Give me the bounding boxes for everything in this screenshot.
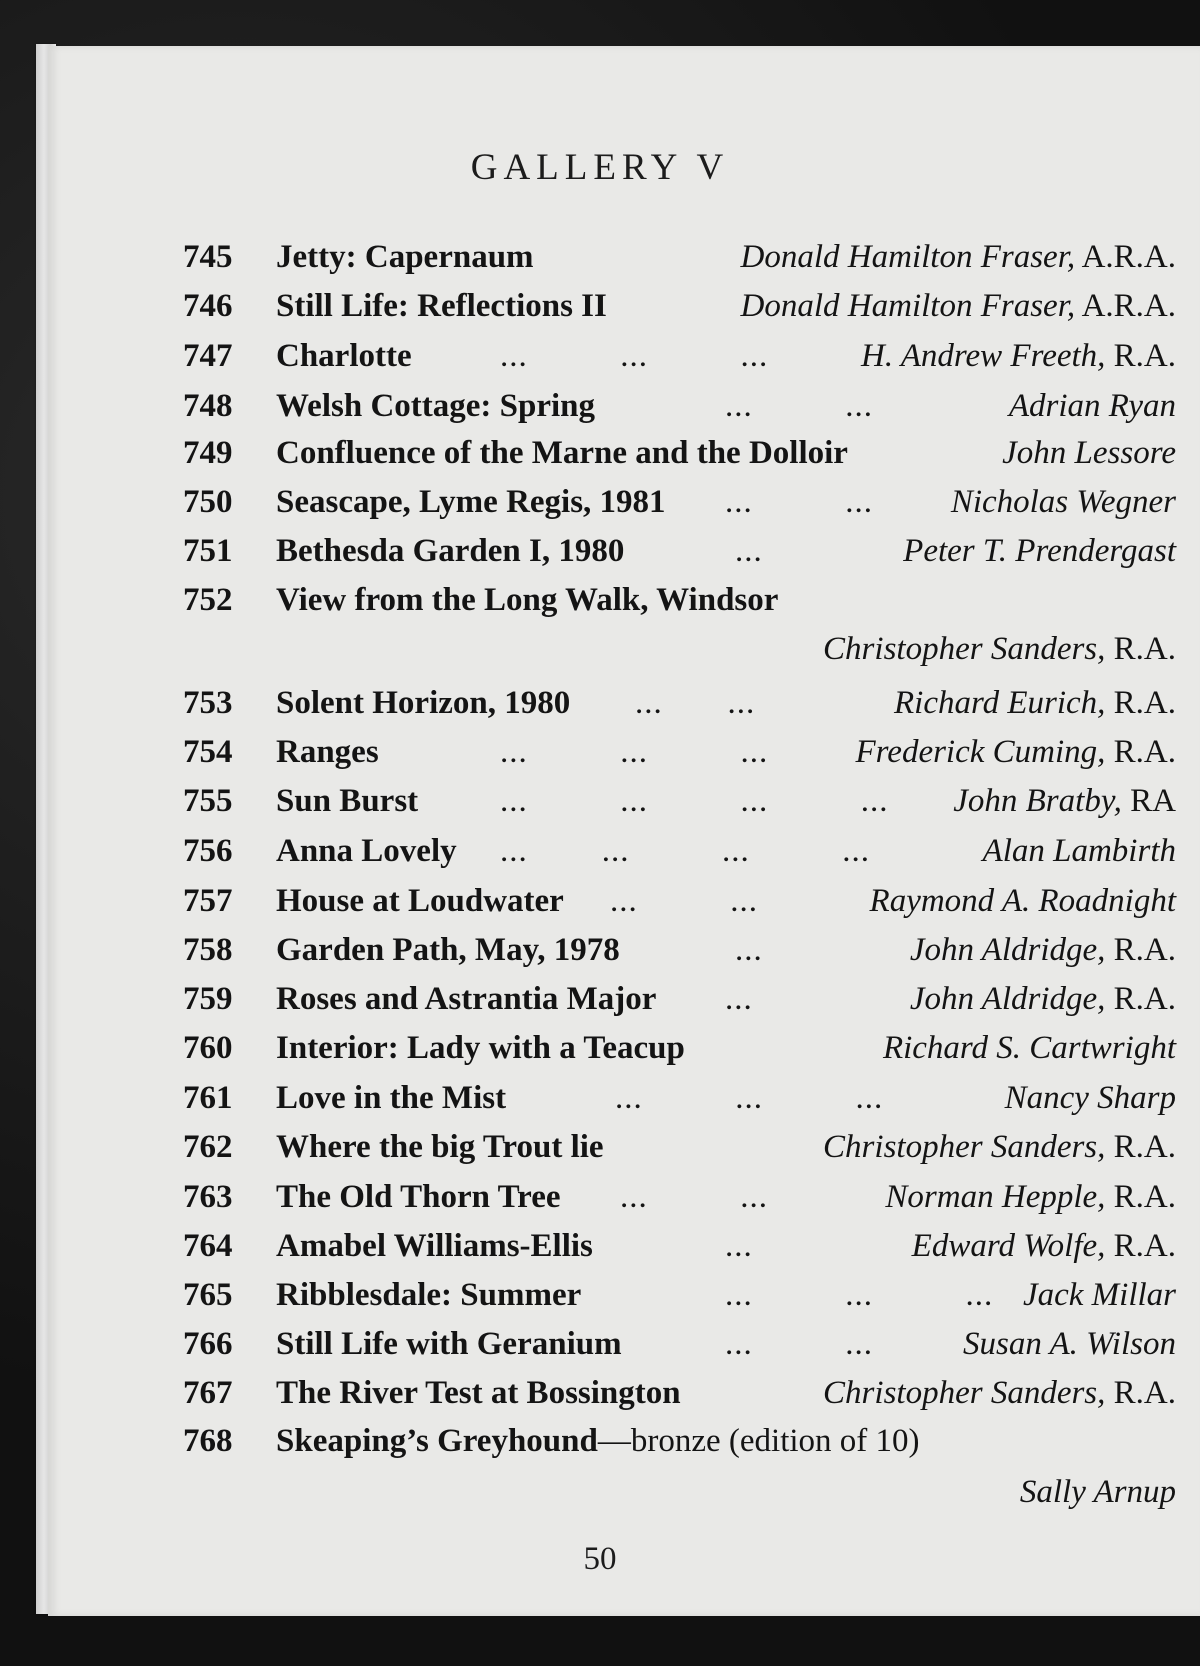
entry-title xyxy=(276,727,379,777)
catalogue-entry xyxy=(0,974,1200,1024)
entry-number: 762 xyxy=(183,1129,233,1165)
entry-artist xyxy=(1009,381,1176,431)
entry-number: 766 xyxy=(183,1326,233,1362)
artist-honour: R.A. xyxy=(1113,981,1176,1017)
artist-name: John Bratby, xyxy=(953,783,1122,819)
entry-artist xyxy=(823,1368,1176,1418)
entry-title-text: Roses and Astrantia Major xyxy=(276,981,657,1017)
entry-artist xyxy=(1005,1073,1176,1123)
catalogue-entry xyxy=(0,1319,1200,1369)
entry-number: 754 xyxy=(183,734,233,770)
dot-leader: ... ... ... ... xyxy=(500,833,870,869)
entry-artist xyxy=(1002,428,1176,478)
entry-number: 764 xyxy=(183,1228,233,1264)
artist-name: Norman Hepple, xyxy=(885,1179,1106,1215)
entry-title xyxy=(276,1073,506,1123)
entry-number: 758 xyxy=(183,932,233,968)
dot-leader: ... xyxy=(725,1228,753,1264)
artist-honour: R.A. xyxy=(1113,631,1176,667)
catalogue-entry xyxy=(0,1368,1200,1418)
entry-number: 761 xyxy=(183,1080,233,1116)
entry-number: 767 xyxy=(183,1375,233,1411)
entry-artist xyxy=(912,1221,1176,1271)
entry-number: 748 xyxy=(183,388,233,424)
artist-honour: RA xyxy=(1130,783,1176,819)
artist-honour: R.A. xyxy=(1113,1228,1176,1264)
entry-title-text: Where the big Trout lie xyxy=(276,1129,604,1165)
entry-title xyxy=(276,1416,920,1466)
artist-name: Nancy Sharp xyxy=(1004,1080,1176,1116)
dot-leader: ... ... xyxy=(725,388,873,424)
page-number: 50 xyxy=(583,1541,617,1577)
entry-title-text: Welsh Cottage: Spring xyxy=(276,388,596,424)
entry-number: 755 xyxy=(183,783,233,819)
entry-artist xyxy=(1023,1270,1176,1320)
artist-name: Raymond A. Roadnight xyxy=(869,883,1176,919)
entry-artist xyxy=(1020,1467,1176,1517)
artist-name: Peter T. Prendergast xyxy=(903,533,1176,569)
artist-name: Donald Hamilton Fraser, xyxy=(740,239,1076,275)
entry-number: 759 xyxy=(183,981,233,1017)
catalogue-entry xyxy=(0,727,1200,777)
catalogue-entry xyxy=(0,1467,1200,1517)
catalogue-entry xyxy=(0,678,1200,728)
entry-artist xyxy=(741,232,1176,282)
entry-title-text: Sun Burst xyxy=(276,783,419,819)
entry-title-text: Garden Path, May, 1978 xyxy=(276,932,620,968)
entry-number: 757 xyxy=(183,883,233,919)
catalogue-entry xyxy=(0,1416,1200,1466)
catalogue-entry xyxy=(0,381,1200,431)
artist-name: Jack Millar xyxy=(1022,1277,1176,1313)
catalogue-entry xyxy=(0,1122,1200,1172)
entry-number: 760 xyxy=(183,1030,233,1066)
artist-honour: A.R.A. xyxy=(1081,288,1176,324)
entry-artist xyxy=(885,1172,1176,1222)
entry-number: 765 xyxy=(183,1277,233,1313)
entry-title xyxy=(276,428,848,478)
entry-title-text: Still Life: Reflections II xyxy=(276,288,607,324)
dot-leader: ... ... ... ... xyxy=(500,783,889,819)
catalogue-entry xyxy=(0,624,1200,674)
artist-name: Sally Arnup xyxy=(1019,1474,1176,1510)
entry-title xyxy=(276,925,620,975)
entry-artist xyxy=(823,624,1176,674)
artist-name: John Lessore xyxy=(1002,435,1176,471)
entry-number: 763 xyxy=(183,1179,233,1215)
entry-number: 749 xyxy=(183,435,233,471)
dot-leader: ... ... ... xyxy=(500,734,769,770)
gallery-heading: GALLERY V xyxy=(470,147,730,188)
entry-artist xyxy=(741,281,1176,331)
catalogue-entry xyxy=(0,281,1200,331)
entry-artist xyxy=(861,331,1176,381)
artist-honour: R.A. xyxy=(1113,1129,1176,1165)
entry-title-text: Amabel Williams-Ellis xyxy=(276,1228,593,1264)
entry-title xyxy=(276,526,624,576)
catalogue-entry xyxy=(0,1221,1200,1271)
entry-artist xyxy=(910,925,1176,975)
entry-title xyxy=(276,331,412,381)
catalogue-entry xyxy=(0,331,1200,381)
entry-title-text: Ribblesdale: Summer xyxy=(276,1277,582,1313)
dot-leader: ... ... ... xyxy=(500,338,769,374)
entry-title-text: Anna Lovely xyxy=(276,833,457,869)
entry-artist xyxy=(823,1122,1176,1172)
entry-artist xyxy=(951,477,1176,527)
entry-title-text: Still Life with Geranium xyxy=(276,1326,622,1362)
entry-title xyxy=(276,826,457,876)
entry-number: 756 xyxy=(183,833,233,869)
entry-artist xyxy=(903,526,1176,576)
entry-title xyxy=(276,1023,685,1073)
entry-title-text: View from the Long Walk, Windsor xyxy=(276,582,779,618)
artist-name: Adrian Ryan xyxy=(1008,388,1176,424)
catalogue-entry xyxy=(0,1270,1200,1320)
catalogue-entry xyxy=(0,575,1200,625)
artist-name: Alan Lambirth xyxy=(982,833,1176,869)
entry-title-text: Charlotte xyxy=(276,338,412,374)
dot-leader: ... xyxy=(725,981,753,1017)
artist-name: Nicholas Wegner xyxy=(950,484,1176,520)
entry-title xyxy=(276,575,778,625)
artist-name: Donald Hamilton Fraser, xyxy=(740,288,1076,324)
artist-name: H. Andrew Freeth, xyxy=(861,338,1106,374)
entry-number: 750 xyxy=(183,484,233,520)
catalogue-entry xyxy=(0,925,1200,975)
entry-title-text: The Old Thorn Tree xyxy=(276,1179,561,1215)
entry-title xyxy=(276,1270,581,1320)
dot-leader: ... ... ... xyxy=(615,1080,884,1116)
catalogue-entry xyxy=(0,1073,1200,1123)
entry-number: 745 xyxy=(183,239,233,275)
entry-title-medium: —bronze (edition of 10) xyxy=(597,1423,920,1459)
artist-name: John Aldridge, xyxy=(909,981,1106,1017)
entry-title xyxy=(276,974,656,1024)
dot-leader: ... ... xyxy=(620,1179,768,1215)
entry-title-text: Solent Horizon, 1980 xyxy=(276,685,571,721)
entry-number: 747 xyxy=(183,338,233,374)
artist-name: Frederick Cuming, xyxy=(855,734,1106,770)
artist-honour: R.A. xyxy=(1113,1375,1176,1411)
entry-artist xyxy=(910,974,1176,1024)
artist-honour: R.A. xyxy=(1113,734,1176,770)
catalogue-entry xyxy=(0,876,1200,926)
entry-number: 768 xyxy=(183,1423,233,1459)
dot-leader: ... xyxy=(735,932,763,968)
entry-title xyxy=(276,1172,561,1222)
entry-title xyxy=(276,1319,622,1369)
artist-name: Susan A. Wilson xyxy=(962,1326,1176,1362)
catalogue-entry xyxy=(0,826,1200,876)
entry-number: 752 xyxy=(183,582,233,618)
catalogue-entry xyxy=(0,526,1200,576)
entry-artist xyxy=(953,776,1176,826)
entry-artist xyxy=(963,1319,1176,1369)
entry-title-text: Confluence of the Marne and the Dolloir xyxy=(276,435,848,471)
entry-number: 751 xyxy=(183,533,233,569)
entry-artist xyxy=(894,678,1176,728)
artist-honour: A.R.A. xyxy=(1081,239,1176,275)
entry-title-text: Love in the Mist xyxy=(276,1080,507,1116)
artist-honour: R.A. xyxy=(1113,932,1176,968)
entry-title-text: Skeaping’s Greyhound xyxy=(276,1423,598,1459)
artist-name: John Aldridge, xyxy=(909,932,1106,968)
catalogue-entry xyxy=(0,477,1200,527)
dot-leader: ... ... xyxy=(725,484,873,520)
artist-name: Edward Wolfe, xyxy=(911,1228,1106,1264)
entry-title-text: Jetty: Capernaum xyxy=(276,239,534,275)
artist-honour: R.A. xyxy=(1113,1179,1176,1215)
entry-title xyxy=(276,1221,593,1271)
entry-number: 753 xyxy=(183,685,233,721)
artist-honour: R.A. xyxy=(1113,338,1176,374)
entry-title-text: Seascape, Lyme Regis, 1981 xyxy=(276,484,666,520)
entry-title xyxy=(276,232,534,282)
artist-honour: R.A. xyxy=(1113,685,1176,721)
dot-leader: ... ... xyxy=(635,685,756,721)
catalogue-entry xyxy=(0,428,1200,478)
dot-leader: ... xyxy=(735,533,763,569)
entry-title xyxy=(276,381,595,431)
entry-artist xyxy=(856,727,1176,777)
artist-name: Richard S. Cartwright xyxy=(882,1030,1176,1066)
entry-title-text: Ranges xyxy=(276,734,379,770)
artist-name: Christopher Sanders, xyxy=(823,1129,1106,1165)
entry-title xyxy=(276,1368,681,1418)
catalogue-entry xyxy=(0,776,1200,826)
entry-number: 746 xyxy=(183,288,233,324)
dot-leader: ... ... xyxy=(610,883,758,919)
entry-title-text: House at Loudwater xyxy=(276,883,564,919)
artist-name: Christopher Sanders, xyxy=(823,1375,1106,1411)
entry-title-text: Bethesda Garden I, 1980 xyxy=(276,533,625,569)
entry-title xyxy=(276,876,564,926)
entry-artist xyxy=(870,876,1176,926)
entry-title xyxy=(276,776,418,826)
catalogue-entry xyxy=(0,1023,1200,1073)
entry-title xyxy=(276,477,666,527)
artist-name: Christopher Sanders, xyxy=(823,631,1106,667)
entry-title xyxy=(276,678,570,728)
entry-title-text: Interior: Lady with a Teacup xyxy=(276,1030,685,1066)
catalogue-entry xyxy=(0,1172,1200,1222)
entry-artist xyxy=(883,1023,1176,1073)
catalogue-entry xyxy=(0,232,1200,282)
entry-title xyxy=(276,1122,604,1172)
dot-leader: ... ... ... xyxy=(725,1277,994,1313)
artist-name: Richard Eurich, xyxy=(894,685,1106,721)
entry-title-text: The River Test at Bossington xyxy=(276,1375,681,1411)
entry-title xyxy=(276,281,607,331)
dot-leader: ... ... xyxy=(725,1326,873,1362)
entry-artist xyxy=(983,826,1176,876)
